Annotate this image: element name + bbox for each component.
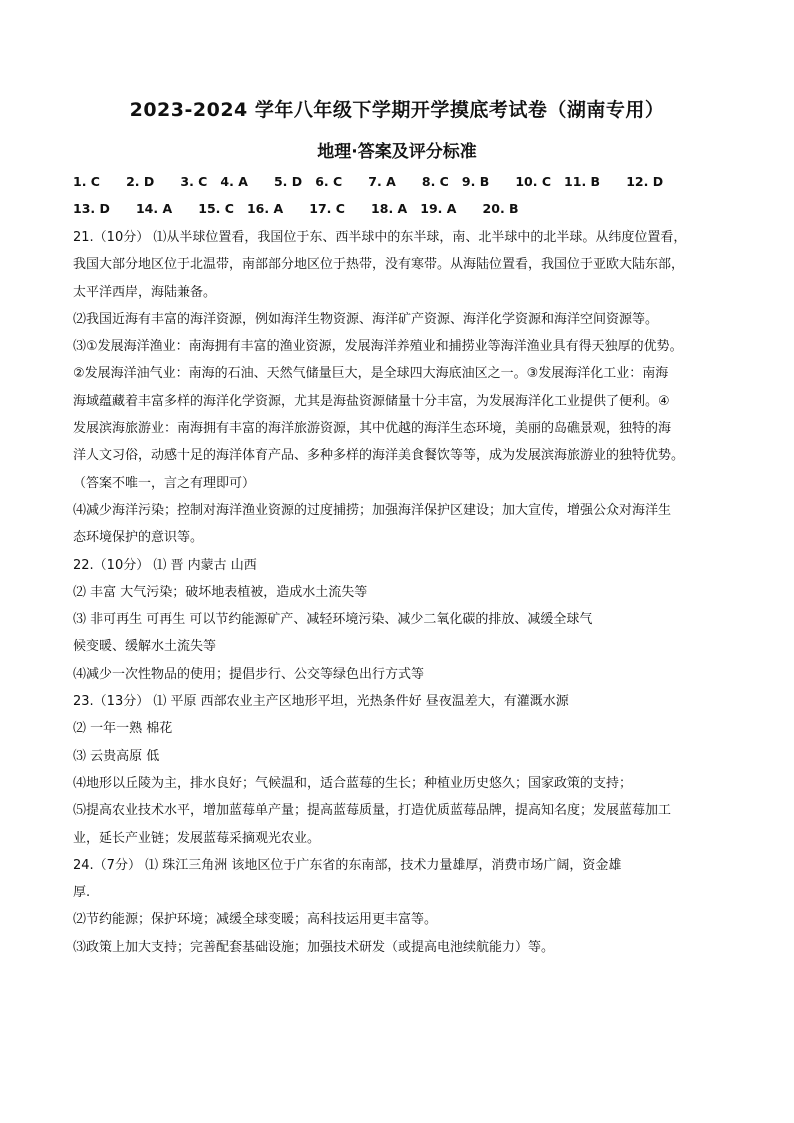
answer-line: ⑶ 非可再生 可再生 可以节约能源矿产、减轻环境污染、减少二氧化碳的排放、减缓全球气 (73, 612, 593, 628)
multiple-choice-answers-row-1: 1. C 2. D 3. C 4. A 5. D 6. C 7. A 8. C 9. B 10. C 11. B 12. D (73, 174, 664, 189)
answer-line: 发展滨海旅游业：南海拥有丰富的海洋旅游资源，其中优越的海洋生态环境，美丽的岛礁景观，独特的海 (73, 421, 672, 437)
answer-line: 厚. (73, 885, 91, 901)
answer-line: 洋人文习俗，动感十足的海洋体育产品、多种多样的海洋美食餐饮等等，成为发展滨海旅游业的独特优势。 (73, 448, 685, 464)
answer-line: 我国大部分地区位于北温带，南部部分地区位于热带，没有寒带。从海陆位置看，我国位于亚欧大陆东部， (73, 257, 685, 273)
answer-line: 候变暖、缓解水土流失等 (73, 639, 217, 655)
answer-line: ⑶政策上加大支持；完善配套基础设施；加强技术研发（或提高电池续航能力）等。 (73, 939, 555, 955)
answer-line: （答案不唯一，言之有理即可） (73, 475, 256, 491)
answer-line: ⑷减少海洋污染；控制对海洋渔业资源的过度捕捞；加强海洋保护区建设；加大宣传，增强公众对海洋生 (73, 502, 672, 518)
answer-line: 21.（10分） ⑴从半球位置看，我国位于东、西半球中的东半球，南、北半球中的北半球。从纬度位置看， (73, 230, 687, 245)
answer-line: ⑷地形以丘陵为主，排水良好；气候温和，适合蓝莓的生长；种植业历史悠久；国家政策的支持； (73, 775, 633, 791)
answer-line: ⑶①发展海洋渔业：南海拥有丰富的渔业资源，发展海洋养殖业和捕捞业等海洋渔业具有得天独厚的优势。 (73, 339, 683, 355)
answer-line: ⑵ 丰富 大气污染；破坏地表植被，造成水土流失等 (73, 584, 368, 600)
page-subtitle: 地理·答案及评分标准 (317, 142, 477, 162)
answer-line: 24.（7分） ⑴ 珠江三角洲 该地区位于广东省的东南部，技术力量雄厚，消费市场广阔，资金雄 (73, 857, 622, 873)
page-title: 2023-2024 学年八年级下学期开学摸底考试卷（湖南专用） (129, 99, 665, 121)
answer-line: ⑷减少一次性物品的使用；提倡步行、公交等绿色出行方式等 (73, 666, 425, 682)
answer-line: ⑵节约能源；保护环境；减缓全球变暖；高科技运用更丰富等。 (73, 912, 438, 928)
answer-line: ⑵ 一年一熟 棉花 (73, 721, 173, 737)
answer-line: 太平洋西岸，海陆兼备。 (73, 284, 217, 300)
answer-body (73, 224, 737, 961)
answer-line: 22.（10分） ⑴ 晋 内蒙古 山西 (73, 557, 257, 573)
multiple-choice-answers-row-2: 13. D 14. A 15. C 16. A 17. C 18. A 19. A 20. B (73, 201, 519, 216)
answer-line: ⑵我国近海有丰富的海洋资源，例如海洋生物资源、海洋矿产资源、海洋化学资源和海洋空间资源等。 (73, 311, 659, 327)
answer-line: ②发展海洋油气业：南海的石油、天然气储量巨大，是全球四大海底油区之一。③发展海洋化工业：南海 (73, 366, 669, 382)
answer-line: ⑶ 云贵高原 低 (73, 748, 160, 764)
answer-line: 海域蕴藏着丰富多样的海洋化学资源，尤其是海盐资源储量十分丰富，为发展海洋化工业提供了便利。④ (73, 393, 670, 409)
answer-line: ⑸提高农业技术水平，增加蓝莓单产量；提高蓝莓质量，打造优质蓝莓品牌，提高知名度；发展蓝莓加工 (73, 803, 672, 819)
answer-line: 业，延长产业链；发展蓝莓采摘观光农业。 (73, 830, 321, 846)
answer-line: 态环境保护的意识等。 (73, 530, 204, 546)
answer-line: 23.（13分） ⑴ 平原 西部农业主产区地形平坦，光热条件好 昼夜温差大，有灌溉水源 (73, 694, 569, 710)
